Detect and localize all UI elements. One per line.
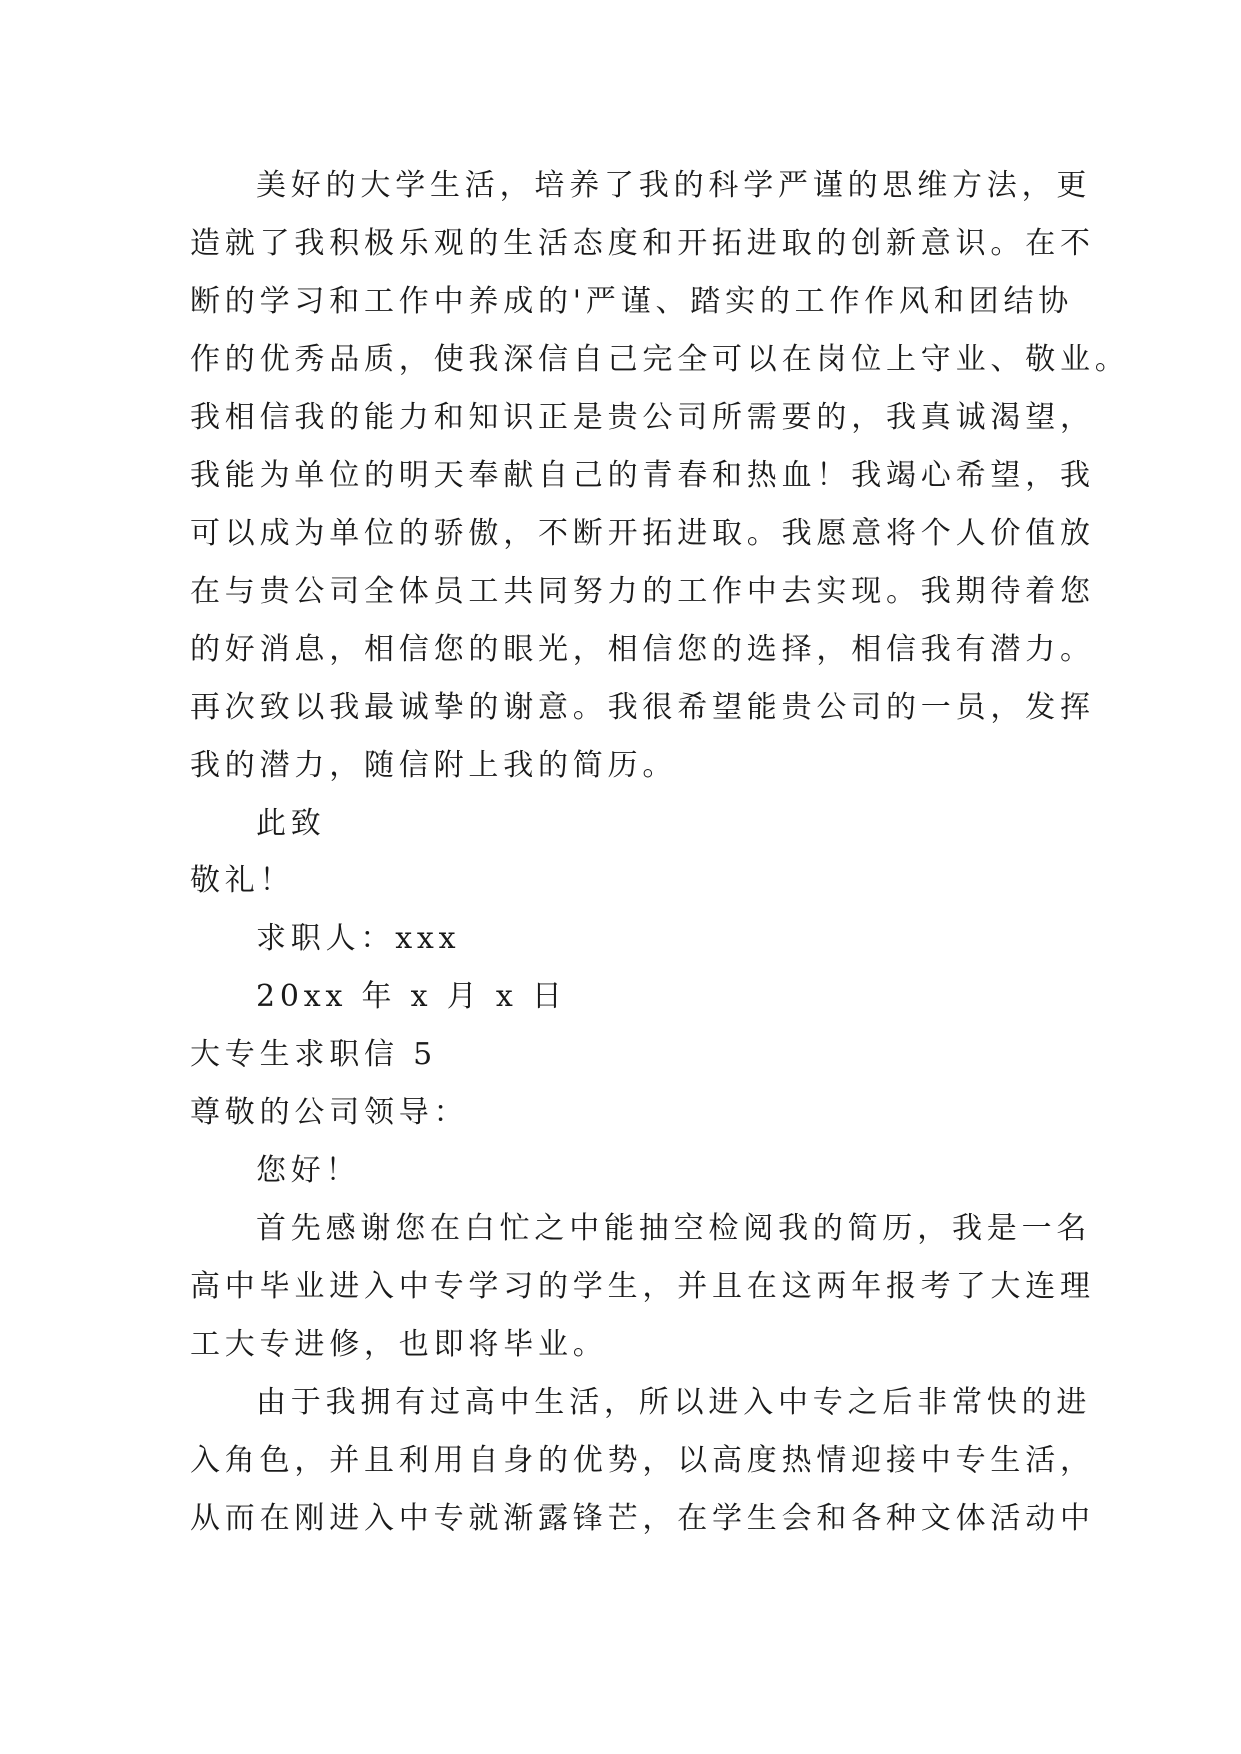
text-line: 美好的大学生活，培养了我的科学严谨的思维方法，更 bbox=[256, 168, 1092, 203]
text-line: 造就了我积极乐观的生活态度和开拓进取的创新意识。在不 bbox=[190, 226, 1095, 261]
text-line: 由于我拥有过高中生活，所以进入中专之后非常快的进 bbox=[256, 1385, 1092, 1420]
closing-regards: 敬礼！ bbox=[190, 863, 295, 898]
text-line: 的好消息，相信您的眼光，相信您的选择，相信我有潜力。 bbox=[190, 632, 1095, 667]
text-line: 高中毕业进入中专学习的学生，并且在这两年报考了大连理 bbox=[190, 1269, 1095, 1304]
text-line: 断的学习和工作中养成的'严谨、踏实的工作作风和团结协 bbox=[190, 284, 1074, 319]
text-line: 我的潜力，随信附上我的简历。 bbox=[190, 748, 678, 783]
letter-heading: 大专生求职信 5 bbox=[190, 1037, 438, 1072]
text-line: 工大专进修，也即将毕业。 bbox=[190, 1327, 608, 1362]
text-line: 入角色，并且利用自身的优势，以高度热情迎接中专生活， bbox=[190, 1443, 1095, 1478]
letter-greeting: 您好！ bbox=[256, 1153, 361, 1188]
text-line: 从而在刚进入中专就渐露锋芒，在学生会和各种文体活动中 bbox=[190, 1501, 1095, 1536]
letter-salutation: 尊敬的公司领导： bbox=[190, 1095, 469, 1130]
text-line: 我相信我的能力和知识正是贵公司所需要的，我真诚渴望， bbox=[190, 400, 1095, 435]
signature-applicant: 求职人：xxx bbox=[256, 921, 461, 956]
signature-date: 20xx 年 x 月 x 日 bbox=[256, 979, 567, 1014]
closing-salutation: 此致 bbox=[256, 806, 326, 841]
text-line: 在与贵公司全体员工共同努力的工作中去实现。我期待着您 bbox=[190, 574, 1095, 609]
text-line: 首先感谢您在白忙之中能抽空检阅我的简历，我是一名 bbox=[256, 1211, 1092, 1246]
text-line: 我能为单位的明天奉献自己的青春和热血！我竭心希望，我 bbox=[190, 458, 1095, 493]
text-line: 作的优秀品质，使我深信自己完全可以在岗位上守业、敬业。 bbox=[190, 342, 1130, 377]
text-line: 可以成为单位的骄傲，不断开拓进取。我愿意将个人价值放 bbox=[190, 516, 1095, 551]
text-line: 再次致以我最诚挚的谢意。我很希望能贵公司的一员，发挥 bbox=[190, 690, 1095, 725]
